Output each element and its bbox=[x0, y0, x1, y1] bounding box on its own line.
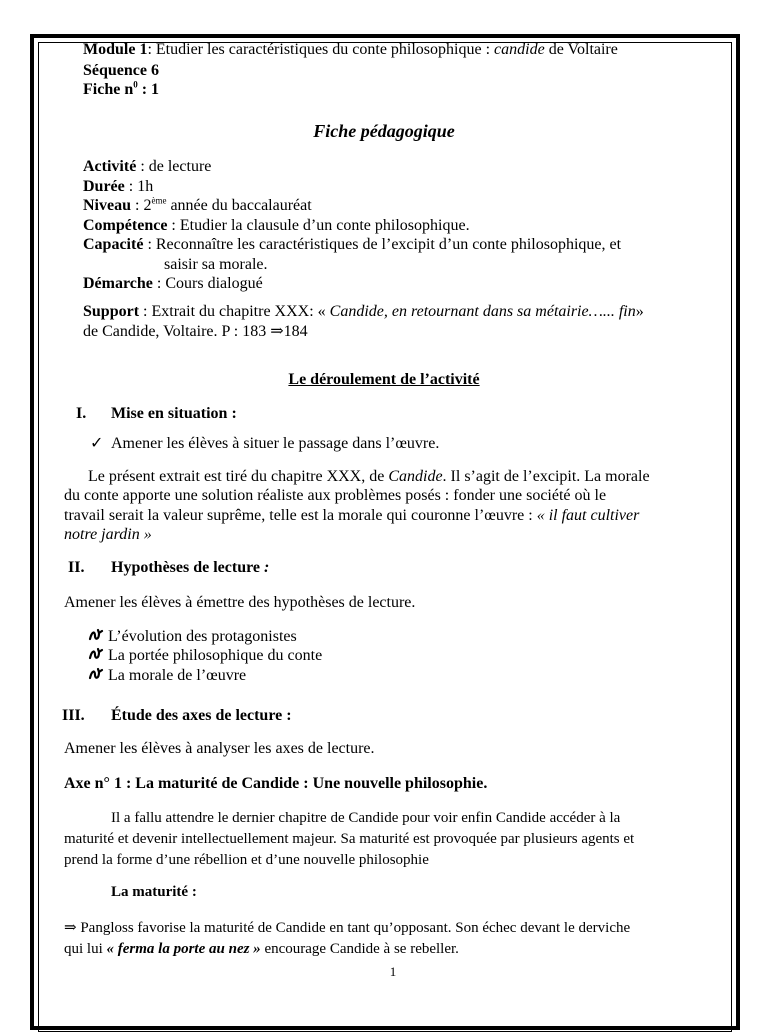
capacite-row: Capacité : Reconnaître les caractéristiques de l’excipit d’un conte philosophique, et bbox=[83, 236, 622, 253]
section-3-intro: Amener les élèves à analyser les axes de lecture. bbox=[64, 740, 375, 757]
section-3-title: Étude des axes de lecture : bbox=[111, 707, 292, 724]
section-1-number: I. bbox=[76, 405, 87, 422]
checklist-item-text: Amener les élèves à situer le passage dans l’œuvre. bbox=[111, 435, 440, 452]
axe-title: Axe n° 1 : La maturité de Candide : Une nouvelle philosophie. bbox=[64, 775, 488, 792]
intro-paragraph-line: notre jardin » bbox=[64, 526, 152, 543]
axe-paragraph-line: maturité et devenir intellectuellement majeur. Sa maturité est provoquée par plusieurs agents et bbox=[64, 831, 635, 847]
hypothesis-item: L’évolution des protagonistes bbox=[88, 627, 297, 647]
intro-paragraph-line: travail serait la valeur suprême, telle est la morale qui couronne l’œuvre : « il faut cultiver bbox=[64, 507, 640, 524]
page-number: 1 bbox=[389, 964, 397, 979]
hypothesis-item: La portée philosophique du conte bbox=[88, 646, 322, 666]
activite-row: Activité : de lecture bbox=[83, 158, 212, 175]
sequence-label: Séquence 6 bbox=[83, 62, 159, 79]
curly-arrow-icon bbox=[88, 647, 106, 661]
fiche-number: Fiche $n^0$ : 1 bbox=[83, 79, 160, 98]
section-2-number: II. bbox=[68, 559, 85, 576]
deroulement-title: Le déroulement de l’activité bbox=[288, 371, 480, 388]
competence-row: Compétence : Etudier la clausule d’un conte philosophique. bbox=[83, 217, 470, 234]
intro-paragraph-line: du conte apporte une solution réaliste aux problèmes posés : fonder une société où le bbox=[64, 487, 607, 504]
intro-paragraph-line: Le présent extrait est tiré du chapitre XXX, de Candide. Il s’agit de l’excipit. La morale bbox=[88, 468, 650, 485]
hypothesis-item: La morale de l’œuvre bbox=[88, 666, 246, 686]
arrow-paragraph-line: qui lui « ferma la porte au nez » encourage Candide à se rebeller. bbox=[64, 941, 459, 957]
demarche-row: Démarche : Cours dialogué bbox=[83, 275, 263, 292]
checkmark-icon: ✓ bbox=[90, 435, 104, 452]
section-2-intro: Amener les élèves à émettre des hypothèses de lecture. bbox=[64, 594, 416, 611]
axe-paragraph-line: Il a fallu attendre le dernier chapitre de Candide pour voir enfin Candide accéder à la bbox=[111, 810, 621, 826]
section-3-number: III. bbox=[62, 707, 85, 724]
page-title: Fiche pédagogique bbox=[313, 121, 455, 141]
section-1-title: Mise en situation : bbox=[111, 405, 237, 422]
section-2-title: Hypothèses de lecture : bbox=[111, 559, 270, 576]
arrow-paragraph-line: ⇒ Pangloss favorise la maturité de Candide en tant qu’opposant. Son échec devant le derviche bbox=[64, 920, 631, 936]
module-line: Module 1: Etudier les caractéristiques du conte philosophique : candide de Voltaire bbox=[83, 41, 618, 58]
support-row: Support : Extrait du chapitre XXX: « Candide, en retournant dans sa métairie…... fin» bbox=[83, 303, 644, 320]
support-row-continued: de Candide, Voltaire. P : 183 ⇒184 bbox=[83, 323, 308, 340]
niveau-row: Niveau : 2ème année du baccalauréat bbox=[83, 195, 312, 214]
module-label: Module 1 bbox=[83, 41, 148, 58]
axe-paragraph-line: prend la forme d’une rébellion et d’une nouvelle philosophie bbox=[64, 852, 429, 868]
maturite-subtitle: La maturité : bbox=[111, 884, 197, 900]
capacite-row-continued: saisir sa morale. bbox=[164, 256, 268, 273]
checklist-item bbox=[90, 434, 103, 454]
curly-arrow-icon bbox=[88, 628, 106, 642]
duree-row: Durée : 1h bbox=[83, 178, 154, 195]
curly-arrow-icon bbox=[88, 667, 106, 681]
